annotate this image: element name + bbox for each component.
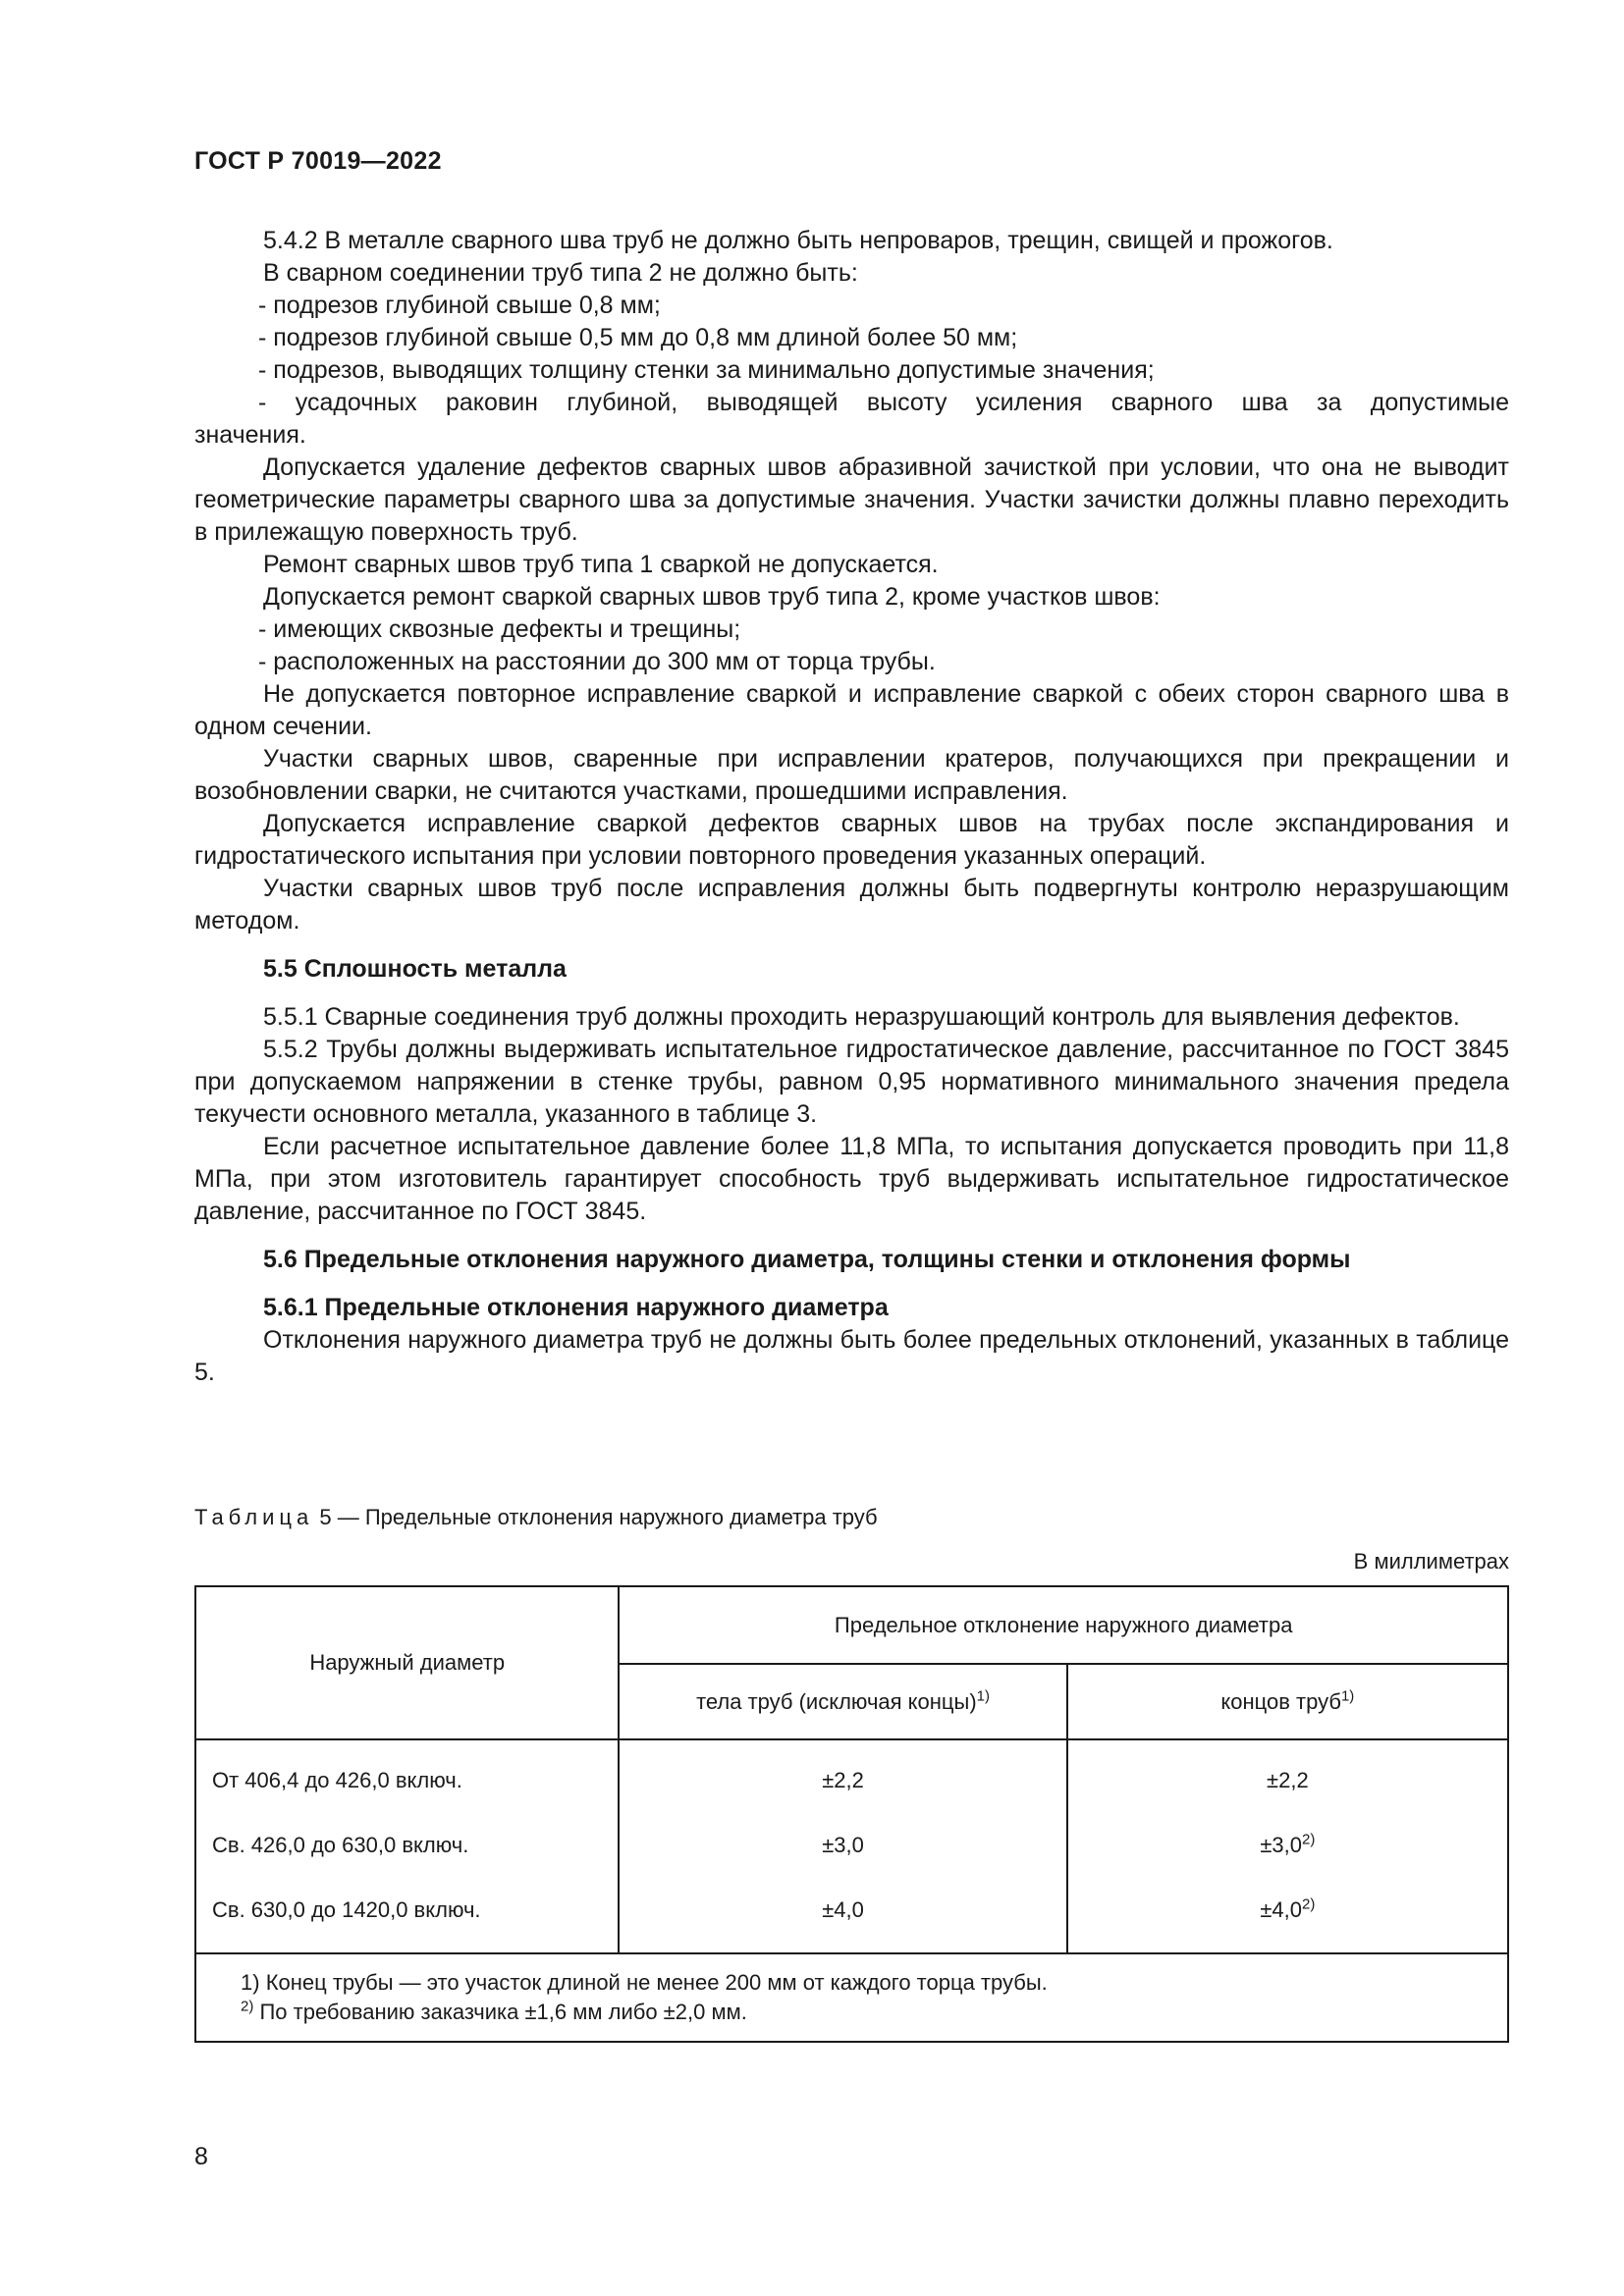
paragraph: Не допускается повторное исправление сваркой и исправление сваркой с обеих сторон сварного шва в одном сечении.	[194, 680, 1509, 740]
table-caption	[194, 1505, 878, 1530]
note-1: 1) Конец трубы — это участок длиной не менее 200 мм от каждого торца трубы.	[241, 1970, 1048, 1995]
list-item: - имеющих сквозные дефекты и трещины;	[258, 615, 741, 643]
list-item: - расположенных на расстоянии до 300 мм от торца трубы.	[258, 648, 936, 675]
body-text	[194, 225, 1509, 1389]
cell-ends: ±2,2	[1067, 1739, 1508, 1813]
note-2: $^{2)}$ По требованию заказчика ±1,6 мм либо ±2,0 мм.	[241, 1998, 747, 2024]
section-heading-5-6-1: 5.6.1 Предельные отклонения наружного диаметра	[263, 1294, 889, 1321]
table-caption-label: Таблица	[194, 1505, 314, 1529]
deviation-table	[194, 1585, 1509, 2043]
list-item-continuation: значения.	[194, 421, 306, 449]
header-body: тела труб (исключая концы)$^{1)}$	[619, 1664, 1066, 1739]
list-item: - подрезов глубиной свыше 0,5 мм до 0,8 мм длиной более 50 мм;	[258, 324, 1018, 351]
paragraph: В сварном соединении труб типа 2 не должно быть:	[263, 259, 858, 287]
paragraph-5-4-2: 5.4.2 В металле сварного шва труб не должно быть непроваров, трещин, свищей и прожогов.	[263, 227, 1333, 254]
cell-body: ±4,0	[619, 1878, 1066, 1953]
header-ends: концов труб$^{1)}$	[1067, 1664, 1508, 1739]
header-diameter: Наружный диаметр	[195, 1586, 619, 1739]
cell-diameter: Св. 426,0 до 630,0 включ.	[195, 1813, 619, 1878]
section-heading-5-5: 5.5 Сплошность металла	[263, 955, 567, 983]
notes-cell	[195, 1953, 1508, 2042]
paragraph: Допускается удаление дефектов сварных швов абразивной зачисткой при условии, что она не выводит геометрические параметры сварного шва за допустимые значения. Участки зачистки должны плавно переходить в прилежащую поверхность труб.	[194, 454, 1509, 546]
paragraph: Участки сварных швов труб после исправления должны быть подвергнуты контролю неразрушающим методом.	[194, 875, 1509, 934]
cell-diameter: От 406,4 до 426,0 включ.	[195, 1739, 619, 1813]
paragraph: Допускается исправление сваркой дефектов сварных швов на трубах после экспандирования и гидростатического испытания при условии повторного проведения указанных операций.	[194, 810, 1509, 870]
paragraph-5-5-2: 5.5.2 Трубы должны выдерживать испытательное гидростатическое давление, рассчитанное по ГОСТ 3845 при допускаемом напряжении в стенке трубы, равном 0,95 нормативного минимального значения предела текучести основного металла, указанного в таблице 3.	[194, 1036, 1509, 1128]
table-row	[195, 1813, 1508, 1878]
paragraph-5-5-1: 5.5.1 Сварные соединения труб должны проходить неразрушающий контроль для выявления дефектов.	[263, 1003, 1460, 1031]
paragraph: Если расчетное испытательное давление более 11,8 МПа, то испытания допускается проводить при 11,8 МПа, при этом изготовитель гарантирует способность труб выдерживать испытательное гидростатическое давление, рассчитанное по ГОСТ 3845.	[194, 1133, 1509, 1225]
paragraph: Допускается ремонт сваркой сварных швов труб типа 2, кроме участков швов:	[263, 583, 1161, 611]
page-number: 8	[194, 2143, 208, 2170]
cell-body: ±2,2	[619, 1739, 1066, 1813]
list-item: - подрезов, выводящих толщину стенки за минимально допустимые значения;	[258, 356, 1155, 384]
header-deviation: Предельное отклонение наружного диаметра	[619, 1586, 1508, 1664]
document-code: ГОСТ Р 70019—2022	[194, 147, 442, 175]
table-row	[195, 1739, 1508, 1813]
cell-ends: $\pm 3,0^{2)}$	[1067, 1813, 1508, 1878]
section-heading-5-6: 5.6 Предельные отклонения наружного диаметра, толщины стенки и отклонения формы	[263, 1246, 1351, 1273]
table-caption-text: 5 — Предельные отклонения наружного диаметра труб	[319, 1505, 878, 1529]
table-units: В миллиметрах	[1353, 1549, 1509, 1574]
cell-diameter: Св. 630,0 до 1420,0 включ.	[195, 1878, 619, 1953]
paragraph: Отклонения наружного диаметра труб не должны быть более предельных отклонений, указанных в таблице 5.	[194, 1326, 1509, 1386]
paragraph: Участки сварных швов, сваренные при исправлении кратеров, получающихся при прекращении и возобновлении сварки, не считаются участками, прошедшими исправления.	[194, 745, 1509, 805]
table-notes	[195, 1953, 1508, 2042]
table-row	[195, 1878, 1508, 1953]
cell-ends: $\pm 4,0^{2)}$	[1067, 1878, 1508, 1953]
paragraph: Ремонт сварных швов труб типа 1 сваркой не допускается.	[263, 551, 939, 578]
cell-body: ±3,0	[619, 1813, 1066, 1878]
list-item: - усадочных раковин глубиной, выводящей высоту усиления сварного шва за допустимые	[258, 389, 1509, 416]
list-item: - подрезов глубиной свыше 0,8 мм;	[258, 292, 661, 319]
